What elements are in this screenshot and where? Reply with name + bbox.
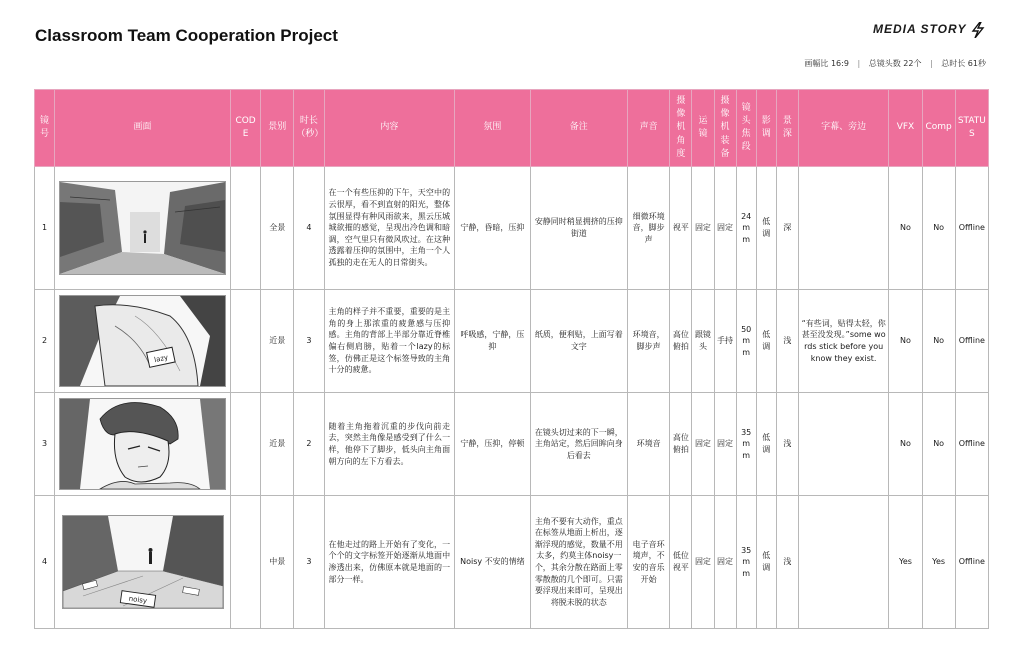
- cell-status: Offline: [955, 290, 988, 393]
- cell-shot: 4: [35, 496, 55, 629]
- cell-scene: 全景: [261, 167, 294, 290]
- cell-duration: 4: [294, 167, 324, 290]
- cell-movement: 跟镜头: [692, 290, 714, 393]
- cell-scene: 中景: [261, 496, 294, 629]
- meta-separator: |: [857, 59, 861, 68]
- total-duration: 总时长 61秒: [941, 59, 986, 68]
- cell-mood: Noisy 不安的情绪: [455, 496, 530, 629]
- cell-image: [55, 496, 231, 629]
- cell-lens: 24mm: [736, 167, 756, 290]
- cell-scene: 近景: [261, 290, 294, 393]
- cell-rig: 固定: [714, 496, 736, 629]
- cell-duration: 2: [294, 393, 324, 496]
- cell-sound: 细微环境音，脚步声: [628, 167, 670, 290]
- cell-shot: 3: [35, 393, 55, 496]
- cell-angle: 视平: [670, 167, 692, 290]
- cell-image: [55, 393, 231, 496]
- col-movement: 运镜: [692, 90, 714, 167]
- cell-code: [231, 167, 261, 290]
- col-depth: 景深: [776, 90, 798, 167]
- cell-tone: 低调: [756, 393, 776, 496]
- cell-tone: 低调: [756, 496, 776, 629]
- cell-content: 在一个有些压抑的下午，天空中的云很厚，看不到直射的阳光，整体氛围显得有种风雨欲来，黑云压城城欲摧的感觉，呈现出冷色调和暗调，空气里只有微风吹过。在这种透露着压抑的氛围中，主角一个人孤独的走在无人的日常街头。: [324, 167, 455, 290]
- cell-image: [55, 290, 231, 393]
- col-mood: 氛围: [455, 90, 530, 167]
- col-rig: 摄像机装备: [714, 90, 736, 167]
- logo-text: MEDIA STORY: [873, 22, 967, 37]
- cell-rig: 手持: [714, 290, 736, 393]
- cell-content: 随着主角拖着沉重的步伐向前走去，突然主角像是感受到了什么一样，他停下了脚步，低头向主角面朝方向的左下方看去。: [324, 393, 455, 496]
- col-content: 内容: [324, 90, 455, 167]
- project-meta: [804, 58, 986, 69]
- character-face-closeup-sketch: [59, 398, 226, 490]
- cell-comp: Yes: [922, 496, 955, 629]
- cell-shot: 2: [35, 290, 55, 393]
- cell-code: [231, 393, 261, 496]
- col-image: 画面: [55, 90, 231, 167]
- cell-movement: 固定: [692, 496, 714, 629]
- cell-lens: 35mm: [736, 496, 756, 629]
- cell-content: 主角的样子并不重要，重要的是主角的身上那浓重的疲惫感与压抑感。主角的背部上半部分靠近脊椎偏右侧肩膀，贴着一个lazy的标签，仿佛正是这个标签导致的主角十分的疲惫。: [324, 290, 455, 393]
- col-tone: 影调: [756, 90, 776, 167]
- cell-vfx: Yes: [889, 496, 922, 629]
- cell-tone: 低调: [756, 167, 776, 290]
- cell-subtitle: [798, 393, 888, 496]
- cell-movement: 固定: [692, 393, 714, 496]
- cell-rig: 固定: [714, 393, 736, 496]
- labels-emerging-from-ground-sketch: [62, 515, 224, 609]
- cell-angle: 高位俯拍: [670, 393, 692, 496]
- cell-lens: 35mm: [736, 393, 756, 496]
- cell-mood: 宁静，压抑，停顿: [455, 393, 530, 496]
- cell-comp: No: [922, 393, 955, 496]
- cell-status: Offline: [955, 496, 988, 629]
- cell-depth: 浅: [776, 393, 798, 496]
- label-text: noisy: [127, 594, 148, 606]
- cell-depth: 浅: [776, 496, 798, 629]
- cell-notes: 在镜头切过来的下一瞬，主角站定，然后回眸向身后看去: [530, 393, 628, 496]
- cell-subtitle: [798, 167, 888, 290]
- cell-notes: 安静同时稍显拥挤的压抑街道: [530, 167, 628, 290]
- col-notes: 备注: [530, 90, 628, 167]
- col-vfx: VFX: [889, 90, 922, 167]
- table-row: [35, 290, 989, 393]
- cell-code: [231, 496, 261, 629]
- col-code: CODE: [231, 90, 261, 167]
- lazy-label-on-back-sketch: [59, 295, 226, 387]
- cell-angle: 高位俯拍: [670, 290, 692, 393]
- col-shot: 镜号: [35, 90, 55, 167]
- cell-lens: 50mm: [736, 290, 756, 393]
- cell-status: Offline: [955, 167, 988, 290]
- cell-status: Offline: [955, 393, 988, 496]
- cell-vfx: No: [889, 290, 922, 393]
- cell-comp: No: [922, 290, 955, 393]
- col-comp: Comp: [922, 90, 955, 167]
- cell-shot: 1: [35, 167, 55, 290]
- table-row: [35, 393, 989, 496]
- col-subtitle: 字幕、旁边: [798, 90, 888, 167]
- cell-sound: 环境音，脚步声: [628, 290, 670, 393]
- cell-sound: 环境音: [628, 393, 670, 496]
- cell-angle: 低位视平: [670, 496, 692, 629]
- cell-tone: 低调: [756, 290, 776, 393]
- aspect-ratio: 画幅比 16:9: [804, 59, 849, 68]
- logo-bolt-icon: [971, 22, 985, 38]
- cell-notes: 主角不要有大动作，重点在标签从地面上析出，逐渐浮现的感觉，数量不用太多，约莫主体noisy一个，其余分散在路面上零零散散的几个即可。只需要浮现出来即可，呈现出将脱未脱的状态: [530, 496, 628, 629]
- col-angle: 摄像机角度: [670, 90, 692, 167]
- cell-notes: 纸质，便利贴，上面写着文字: [530, 290, 628, 393]
- cell-depth: 浅: [776, 290, 798, 393]
- label-text: lazy: [153, 353, 169, 365]
- cell-movement: 固定: [692, 167, 714, 290]
- col-lens: 镜头焦段: [736, 90, 756, 167]
- col-duration: 时长（秒）: [294, 90, 324, 167]
- cell-vfx: No: [889, 167, 922, 290]
- cell-vfx: No: [889, 393, 922, 496]
- storyboard-table: [34, 89, 989, 629]
- page-title: Classroom Team Cooperation Project: [35, 26, 338, 45]
- cell-sound: 电子音环境声，不安的音乐开始: [628, 496, 670, 629]
- table-header-row: [35, 90, 989, 167]
- total-shots: 总镜头数 22个: [868, 59, 922, 68]
- cell-duration: 3: [294, 496, 324, 629]
- cell-rig: 固定: [714, 167, 736, 290]
- cell-code: [231, 290, 261, 393]
- cell-subtitle: [798, 496, 888, 629]
- col-scene: 景别: [261, 90, 294, 167]
- meta-separator: |: [930, 59, 933, 68]
- table-row: [35, 496, 989, 629]
- cell-duration: 3: [294, 290, 324, 393]
- brand-logo: [873, 22, 985, 38]
- cell-subtitle: “有些词，贴得太轻，你甚至没发现。”some words stick before you know they exist.: [798, 290, 888, 393]
- cell-comp: No: [922, 167, 955, 290]
- cell-scene: 近景: [261, 393, 294, 496]
- cell-image: [55, 167, 231, 290]
- cell-mood: 呼吸感，宁静，压抑: [455, 290, 530, 393]
- table-row: [35, 167, 989, 290]
- empty-street-sketch: [59, 181, 226, 275]
- col-sound: 声音: [628, 90, 670, 167]
- cell-mood: 宁静，昏暗，压抑: [455, 167, 530, 290]
- cell-depth: 深: [776, 167, 798, 290]
- cell-content: 在他走过的路上开始有了变化，一个个的文字标签开始逐渐从地面中渗透出来，仿佛原本就是地面的一部分一样。: [324, 496, 455, 629]
- col-status: STATUS: [955, 90, 988, 167]
